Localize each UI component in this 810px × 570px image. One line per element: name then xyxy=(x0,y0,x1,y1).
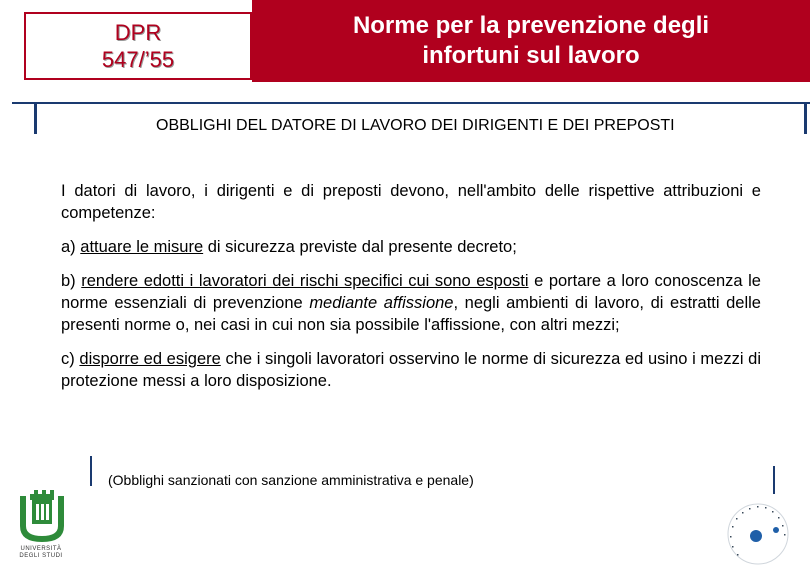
item-b-underlined: rendere edotti i lavoratori dei rischi specifici cui sono esposti xyxy=(81,272,529,290)
item-a-rest: di sicurezza previste dal presente decreto; xyxy=(203,238,517,256)
dpr-box xyxy=(24,12,252,80)
item-a-paragraph xyxy=(61,236,761,258)
intro-paragraph: I datori di lavoro, i dirigenti e di preposti devono, nell'ambito delle rispettive attribuzioni e competenze: xyxy=(61,182,761,222)
item-a-prefix: a) xyxy=(61,238,81,256)
divider-tick-left xyxy=(34,104,37,134)
dpr-label-line-2: 547/’55 xyxy=(101,47,175,72)
university-caption xyxy=(14,546,68,560)
university-caption-line-2: DEGLI STUDI xyxy=(19,553,63,559)
item-c-underlined: disporre ed esigere xyxy=(79,350,221,368)
item-b-paragraph xyxy=(61,270,761,336)
sanction-note: (Obblighi sanzionati con sanzione amministrativa e penale) xyxy=(108,472,474,488)
title-banner xyxy=(252,0,810,82)
body-text xyxy=(61,180,761,404)
page-title-line-1: Norme per la prevenzione degli xyxy=(352,12,710,39)
item-c-paragraph xyxy=(61,348,761,392)
item-a-underlined: attuare le misure xyxy=(80,238,204,256)
item-b-rest: , negli ambienti di lavoro, di estratti delle presenti norme o, nei casi in cui non sia possibile l'affissione, con altri mezzi; xyxy=(61,294,761,334)
item-b-middle: e portare a loro conoscenza le norme essenziali di prevenzione xyxy=(61,272,761,312)
section-subtitle: OBBLIGHI DEL DATORE DI LAVORO DEI DIRIGENTI E DEI PREPOSTI xyxy=(156,117,675,134)
page-title-line-2: infortuni sul lavoro xyxy=(422,42,640,69)
item-b-italic: mediante affissione xyxy=(309,294,454,312)
note-tick-right xyxy=(773,466,775,494)
institute-seal-logo-icon xyxy=(718,496,796,568)
university-caption-line-1: UNIVERSITÀ xyxy=(20,546,62,552)
dpr-label-line-1: DPR xyxy=(114,20,162,45)
header-divider xyxy=(12,102,810,104)
item-b-prefix: b) xyxy=(61,272,82,290)
item-c-rest: che i singoli lavoratori osservino le norme di sicurezza ed usino i mezzi di protezione messi a loro disposizione. xyxy=(61,350,761,390)
note-tick-left xyxy=(90,456,92,486)
item-c-prefix: c) xyxy=(61,350,80,368)
